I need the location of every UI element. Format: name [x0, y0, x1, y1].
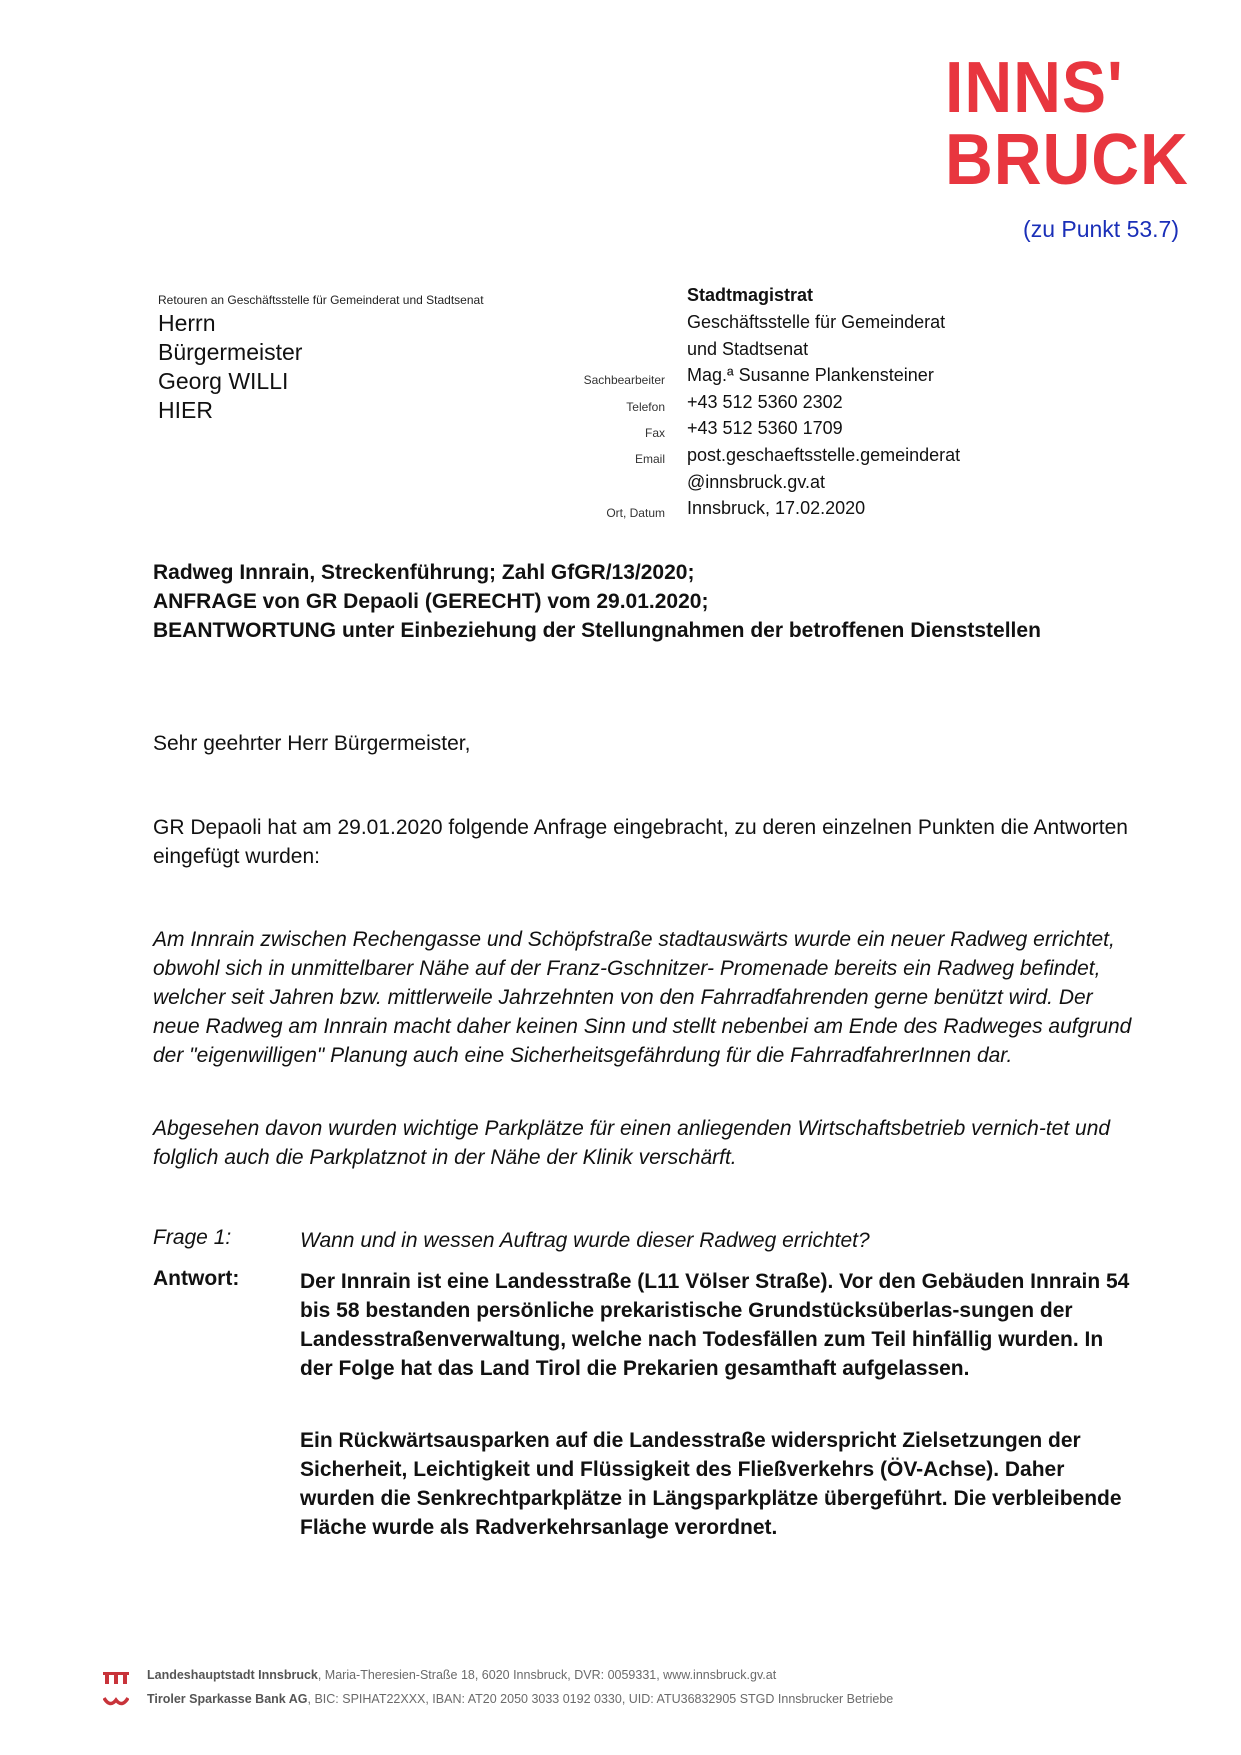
- footer-bank: [147, 1692, 893, 1706]
- inquiry-paragraph-1: Am Innrain zwischen Rechengasse und Schöpfstraße stadtauswärts wurde ein neuer Radweg errichtet, obwohl sich in unmittelbarer Nähe auf der Franz-Gschnitzer- Promenade bereits ein Radweg befindet, welcher seit Jahren bzw. mittlerweile Jahrzehnten von den Fahrradfahrenden gerne benützt wird. Der neue Radweg am Innrain macht daher keinen Sinn und stellt nebenbei am Ende des Radweges aufgrund der "eigenwilligen" Planung auch eine Sicherheitsgefährdung für die FahrradfahrerInnen dar.: [153, 928, 1132, 1067]
- clerk-label: Sachbearbeiter: [583, 373, 665, 387]
- footer-row-2: [103, 1691, 1103, 1715]
- clerk-name: Mag.ª Susanne Plankensteiner: [687, 365, 934, 385]
- agenda-reference: (zu Punkt 53.7): [1023, 216, 1179, 242]
- footer-city-name: Landeshauptstadt Innsbruck: [147, 1668, 318, 1682]
- answer-label: Antwort:: [153, 1267, 240, 1290]
- subject-block: [153, 558, 1041, 645]
- recipient-line: Herrn: [158, 310, 216, 336]
- city-emblem-icon: [103, 1670, 129, 1686]
- return-address-line: Retouren an Geschäftsstelle für Gemeinderat und Stadtsenat: [158, 293, 484, 307]
- subject-line: ANFRAGE von GR Depaoli (GERECHT) vom 29.01.2020;: [153, 590, 709, 613]
- recipient-line: HIER: [158, 397, 213, 423]
- footer-row-1: [103, 1667, 1103, 1691]
- logo-line-2: BRUCK: [945, 120, 1189, 200]
- question-text: Wann und in wessen Auftrag wurde dieser Radweg errichtet?: [300, 1229, 870, 1252]
- salutation: Sehr geehrter Herr Bürgermeister,: [153, 732, 471, 755]
- date-label: Ort, Datum: [606, 506, 665, 520]
- email-label: Email: [634, 452, 665, 466]
- sender-dept-line2: und Stadtsenat: [687, 339, 809, 359]
- date-value: Innsbruck, 17.02.2020: [687, 498, 866, 518]
- logo-line-1: INNS': [945, 48, 1124, 128]
- email-line1: post.geschaeftsstelle.gemeinderat: [687, 445, 961, 465]
- recipient-block: [158, 309, 302, 425]
- wave-emblem-icon: [103, 1694, 129, 1710]
- footer-address-details: , Maria-Theresien-Straße 18, 6020 Innsbruck, DVR: 0059331, www.innsbruck.gv.at: [317, 1668, 777, 1682]
- recipient-line: Bürgermeister: [158, 339, 303, 365]
- sender-office: Stadtmagistrat: [687, 285, 814, 305]
- intro-paragraph: GR Depaoli hat am 29.01.2020 folgende Anfrage eingebracht, zu deren einzelnen Punkten die Antworten eingefügt wurden:: [153, 816, 1128, 868]
- inquiry-paragraph-2: Abgesehen davon wurden wichtige Parkplätze für einen anliegenden Wirtschaftsbetrieb vernich-tet und folglich auch die Parkplatznot in der Nähe der Klinik verschärft.: [153, 1117, 1111, 1169]
- question-label: Frage 1:: [153, 1226, 232, 1249]
- footer-bank-name: Tiroler Sparkasse Bank AG: [147, 1692, 308, 1706]
- innsbruck-logo: [945, 48, 1195, 200]
- letter-footer: [103, 1667, 1103, 1715]
- fax-number: +43 512 5360 1709: [687, 418, 843, 438]
- sender-dept-line1: Geschäftsstelle für Gemeinderat: [687, 312, 946, 332]
- subject-line: BEANTWORTUNG unter Einbeziehung der Stellungnahmen der betroffenen Dienststellen: [153, 619, 1041, 642]
- recipient-line: Georg WILLI: [158, 368, 289, 394]
- answer-paragraph-2: Ein Rückwärtsausparken auf die Landesstraße widerspricht Zielsetzungen der Sicherheit, Leichtigkeit und Flüssigkeit des Fließverkehrs (ÖV-Achse). Daher wurden die Senkrechtparkplätze in Längsparkplätze übergeführt. Die verbleibende Fläche wurde als Radverkehrsanlage verordnet.: [300, 1429, 1122, 1539]
- answer-paragraph-1: Der Innrain ist eine Landesstraße (L11 Völser Straße). Vor den Gebäuden Innrain 54 bis 58 bestanden persönliche prekaristische Grundstücksüberlas-sungen der Landesstraßenverwaltung, welche nach Todesfällen zum Teil hinfällig wurden. In der Folge hat das Land Tirol die Prekarien gesamthaft aufgelassen.: [300, 1270, 1130, 1380]
- fax-label: Fax: [644, 426, 665, 440]
- email-line2: @innsbruck.gv.at: [687, 472, 825, 492]
- phone-label: Telefon: [626, 400, 665, 414]
- phone-number: +43 512 5360 2302: [687, 392, 843, 412]
- subject-line: Radweg Innrain, Streckenführung; Zahl GfGR/13/2020;: [153, 561, 695, 584]
- footer-bank-details: , BIC: SPIHAT22XXX, IBAN: AT20 2050 3033 0192 0330, UID: ATU36832905 STGD Innsbrucker Betriebe: [307, 1692, 894, 1706]
- footer-address: [147, 1668, 776, 1682]
